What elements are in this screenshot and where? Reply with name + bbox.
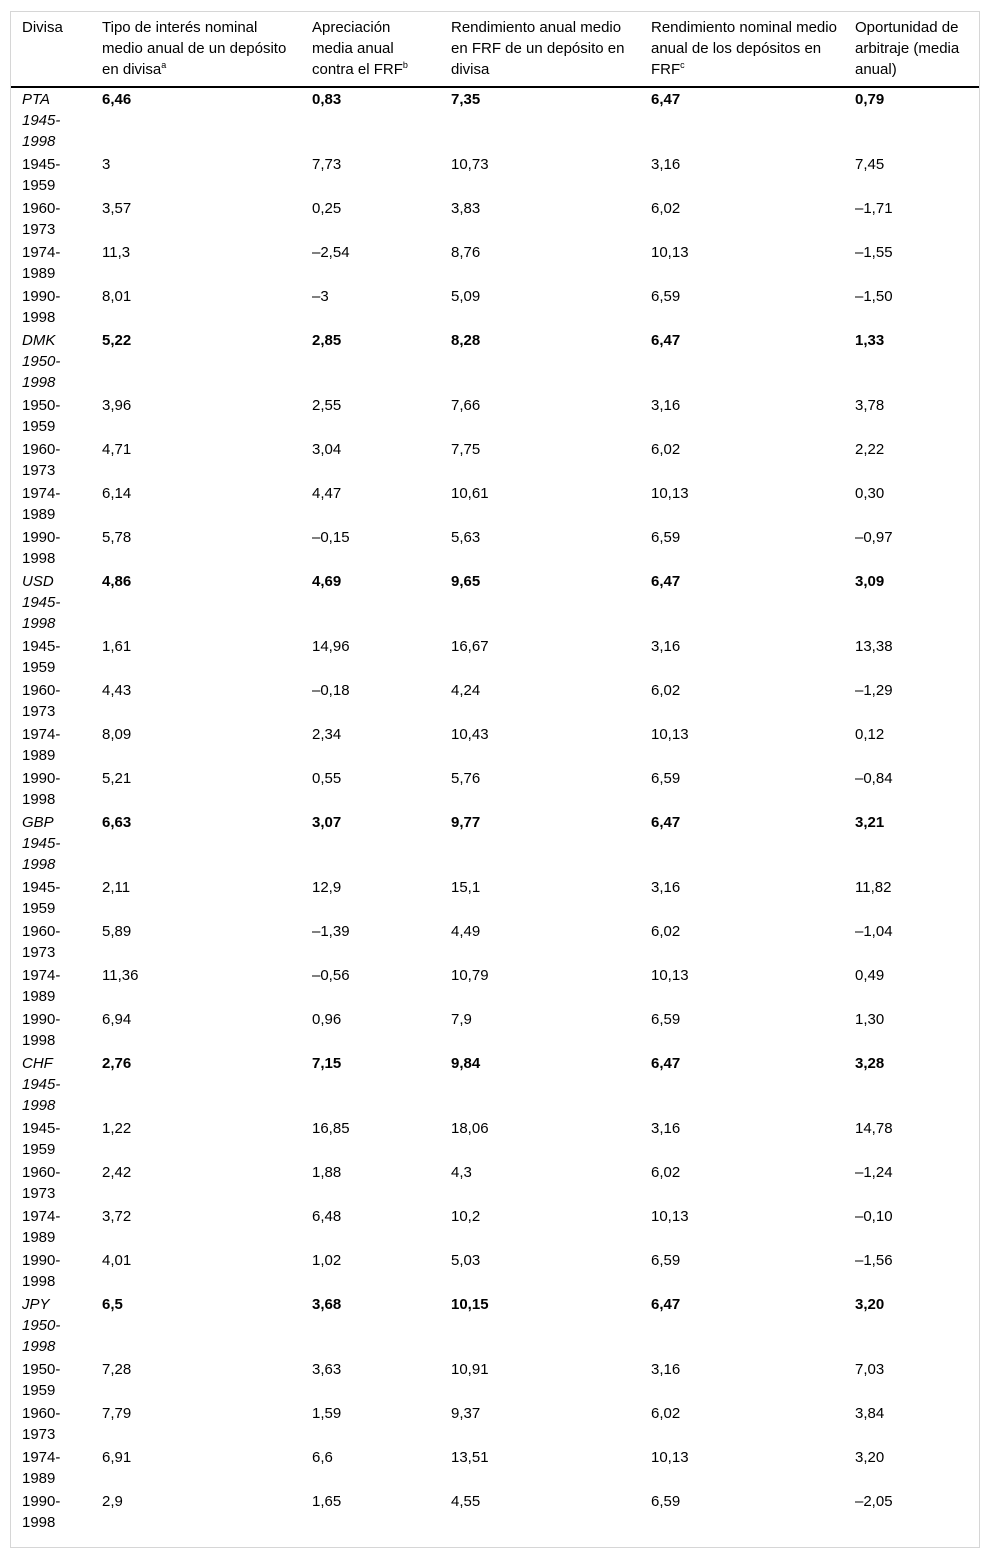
table-cell: 10,13: [651, 726, 689, 743]
table-cell: 6,02: [651, 200, 681, 217]
table-cell: 6,02: [651, 923, 681, 940]
column-header-label: Rendimiento nominal medio anual de los depósitos en FRF: [651, 19, 837, 78]
table-cell: 4,3: [451, 1164, 472, 1181]
table-cell: 10,73: [451, 156, 489, 173]
table-cell: 15,1: [451, 879, 481, 896]
table-cell: 7,75: [451, 441, 481, 458]
table-cell: 3,16: [651, 156, 681, 173]
table-cell: 2,76: [102, 1055, 132, 1072]
table-cell: 1,22: [102, 1120, 132, 1137]
row-label-cell: 1974-1989: [22, 244, 61, 282]
table-cell: 1,65: [312, 1493, 342, 1510]
table-cell: 5,09: [451, 288, 481, 305]
table-cell: 4,24: [451, 682, 481, 699]
row-label-cell: 1945-1959: [22, 1120, 61, 1158]
table-cell: 3,78: [855, 397, 885, 414]
table-cell: 6,6: [312, 1449, 333, 1466]
table-cell: 14,78: [855, 1120, 893, 1137]
table-cell: 6,63: [102, 814, 132, 831]
table-cell: 3,07: [312, 814, 342, 831]
table-cell: 3,68: [312, 1296, 342, 1313]
table-cell: 5,89: [102, 923, 132, 940]
table-cell: 10,79: [451, 967, 489, 984]
table-cell: 6,46: [102, 91, 132, 108]
table-cell: 3,96: [102, 397, 132, 414]
table-cell: 12,9: [312, 879, 342, 896]
table-cell: 5,63: [451, 529, 481, 546]
period-row: [11, 438, 979, 482]
table-cell: 3,09: [855, 573, 885, 590]
table-cell: 7,79: [102, 1405, 132, 1422]
table-cell: 10,91: [451, 1361, 489, 1378]
row-label-cell: 1945-1959: [22, 638, 61, 676]
row-label-cell: GBP 1945-1998: [22, 814, 61, 873]
row-label-cell: 1974-1989: [22, 726, 61, 764]
table-cell: 3,16: [651, 638, 681, 655]
table-cell: 6,59: [651, 1011, 681, 1028]
row-label-cell: 1945-1959: [22, 156, 61, 194]
row-label-cell: 1990-1998: [22, 1493, 61, 1531]
table-cell: –1,71: [855, 200, 893, 217]
table-cell: 0,25: [312, 200, 342, 217]
table-body: [11, 87, 979, 1534]
table-cell: 3,84: [855, 1405, 885, 1422]
table-cell: –1,39: [312, 923, 350, 940]
currency-summary-row: [11, 87, 979, 153]
table-cell: 10,2: [451, 1208, 481, 1225]
row-label-cell: 1974-1989: [22, 485, 61, 523]
table-cell: –3: [312, 288, 329, 305]
table-cell: 6,48: [312, 1208, 342, 1225]
table-cell: 0,79: [855, 91, 885, 108]
period-row: [11, 1205, 979, 1249]
table-cell: 6,59: [651, 770, 681, 787]
row-label-cell: 1950-1959: [22, 397, 61, 435]
period-row: [11, 526, 979, 570]
table-cell: 3,16: [651, 879, 681, 896]
table-cell: –0,15: [312, 529, 350, 546]
row-label-cell: USD 1945-1998: [22, 573, 61, 632]
period-row: [11, 241, 979, 285]
row-label-cell: DMK 1950-1998: [22, 332, 61, 391]
table-cell: 5,76: [451, 770, 481, 787]
table-cell: 7,66: [451, 397, 481, 414]
table-cell: 6,5: [102, 1296, 123, 1313]
table-cell: 1,61: [102, 638, 132, 655]
table-cell: 11,36: [102, 967, 139, 984]
period-row: [11, 920, 979, 964]
table-cell: 1,59: [312, 1405, 342, 1422]
table-cell: 14,96: [312, 638, 350, 655]
table-cell: 10,13: [651, 244, 689, 261]
table-cell: 0,83: [312, 91, 342, 108]
table-cell: –1,04: [855, 923, 893, 940]
row-label-cell: 1990-1998: [22, 529, 61, 567]
table-cell: 4,71: [102, 441, 132, 458]
row-label-cell: 1990-1998: [22, 770, 61, 808]
footnote-marker: c: [680, 60, 685, 70]
table-cell: 10,15: [451, 1296, 489, 1313]
table-cell: 10,13: [651, 1208, 689, 1225]
period-row: [11, 1358, 979, 1402]
table-cell: 4,55: [451, 1493, 481, 1510]
column-header: [301, 12, 440, 87]
data-table: [11, 12, 979, 1534]
table-cell: –1,55: [855, 244, 893, 261]
table-cell: 8,09: [102, 726, 132, 743]
table-cell: 1,02: [312, 1252, 342, 1269]
table-cell: 4,86: [102, 573, 132, 590]
table-cell: 4,47: [312, 485, 342, 502]
footnote-marker: b: [402, 60, 408, 70]
table-cell: –0,10: [855, 1208, 893, 1225]
table-cell: 10,13: [651, 967, 689, 984]
table-cell: 16,67: [451, 638, 489, 655]
table-cell: –0,97: [855, 529, 893, 546]
table-cell: 18,06: [451, 1120, 489, 1137]
row-label-cell: PTA 1945-1998: [22, 91, 61, 150]
table-cell: 10,13: [651, 1449, 689, 1466]
table-cell: 0,55: [312, 770, 342, 787]
table-cell: 6,02: [651, 1405, 681, 1422]
table-cell: 10,43: [451, 726, 489, 743]
period-row: [11, 723, 979, 767]
table-cell: 11,3: [102, 244, 131, 261]
column-header: [844, 12, 979, 87]
table-cell: 7,9: [451, 1011, 472, 1028]
table-cell: 4,69: [312, 573, 342, 590]
table-cell: 7,73: [312, 156, 342, 173]
table-cell: 3,20: [855, 1449, 885, 1466]
table-cell: 2,55: [312, 397, 342, 414]
table-cell: 7,35: [451, 91, 481, 108]
table-cell: 5,03: [451, 1252, 481, 1269]
row-label-cell: 1990-1998: [22, 288, 61, 326]
table-cell: 3,20: [855, 1296, 885, 1313]
table-cell: 6,59: [651, 1493, 681, 1510]
row-label-cell: CHF 1945-1998: [22, 1055, 61, 1114]
period-row: [11, 635, 979, 679]
table-cell: 7,15: [312, 1055, 342, 1072]
table-cell: 2,11: [102, 879, 131, 896]
row-label-cell: 1960-1973: [22, 1405, 61, 1443]
table-cell: –1,50: [855, 288, 893, 305]
row-label-cell: 1950-1959: [22, 1361, 61, 1399]
row-label-cell: 1960-1973: [22, 200, 61, 238]
table-cell: 7,03: [855, 1361, 885, 1378]
table-cell: 3,04: [312, 441, 342, 458]
table-cell: –1,56: [855, 1252, 893, 1269]
table-header: [11, 12, 979, 87]
table-cell: –0,56: [312, 967, 350, 984]
column-header: [640, 12, 844, 87]
table-cell: 6,02: [651, 441, 681, 458]
row-label-cell: 1960-1973: [22, 923, 61, 961]
row-label-cell: 1990-1998: [22, 1252, 61, 1290]
table-cell: 6,47: [651, 332, 681, 349]
table-cell: 3,28: [855, 1055, 885, 1072]
table-cell: 3,16: [651, 1361, 681, 1378]
table-cell: 1,33: [855, 332, 885, 349]
period-row: [11, 285, 979, 329]
table-cell: 3,63: [312, 1361, 342, 1378]
table-cell: 6,47: [651, 573, 681, 590]
table-cell: 6,14: [102, 485, 132, 502]
table-cell: 10,61: [451, 485, 489, 502]
table-cell: –0,84: [855, 770, 893, 787]
period-row: [11, 394, 979, 438]
table-cell: 10,13: [651, 485, 689, 502]
column-header-label: Apreciación media anual contra el FRF: [312, 19, 403, 78]
table-cell: 9,37: [451, 1405, 481, 1422]
table-cell: 9,84: [451, 1055, 481, 1072]
row-label-cell: 1960-1973: [22, 441, 61, 479]
period-row: [11, 767, 979, 811]
period-row: [11, 1008, 979, 1052]
table-cell: –1,24: [855, 1164, 893, 1181]
table-cell: 2,85: [312, 332, 342, 349]
table-cell: 3,16: [651, 1120, 681, 1137]
table-cell: 8,28: [451, 332, 481, 349]
table-cell: 4,01: [102, 1252, 132, 1269]
table-cell: 6,59: [651, 529, 681, 546]
row-label-cell: 1960-1973: [22, 682, 61, 720]
currency-summary-row: [11, 1293, 979, 1358]
currency-summary-row: [11, 811, 979, 876]
table-cell: 16,85: [312, 1120, 350, 1137]
table-frame: [10, 11, 980, 1548]
row-label-cell: JPY 1950-1998: [22, 1296, 61, 1355]
table-cell: 13,38: [855, 638, 893, 655]
table-cell: 1,88: [312, 1164, 342, 1181]
period-row: [11, 964, 979, 1008]
table-cell: 8,01: [102, 288, 132, 305]
column-header: [11, 12, 91, 87]
table-cell: 9,65: [451, 573, 481, 590]
period-row: [11, 197, 979, 241]
table-cell: 3: [102, 156, 111, 173]
table-cell: 3,16: [651, 397, 681, 414]
column-header: [440, 12, 640, 87]
period-row: [11, 1446, 979, 1490]
period-row: [11, 679, 979, 723]
column-header-label: Tipo de interés nominal medio anual de un depósito en divisa: [102, 19, 287, 78]
table-cell: –2,54: [312, 244, 350, 261]
row-label-cell: 1974-1989: [22, 1449, 61, 1487]
table-cell: 8,76: [451, 244, 481, 261]
table-cell: 2,34: [312, 726, 342, 743]
period-row: [11, 1249, 979, 1293]
table-cell: 9,77: [451, 814, 481, 831]
table-cell: 2,42: [102, 1164, 132, 1181]
table-cell: 6,47: [651, 91, 681, 108]
table-cell: –0,18: [312, 682, 350, 699]
table-cell: 6,59: [651, 288, 681, 305]
row-label-cell: 1990-1998: [22, 1011, 61, 1049]
period-row: [11, 1117, 979, 1161]
table-cell: 6,02: [651, 682, 681, 699]
table-cell: 3,57: [102, 200, 132, 217]
column-header: [91, 12, 301, 87]
column-header-label: Divisa: [22, 19, 63, 36]
table-cell: 6,02: [651, 1164, 681, 1181]
row-label-cell: 1960-1973: [22, 1164, 61, 1202]
row-label-cell: 1974-1989: [22, 1208, 61, 1246]
table-cell: 6,59: [651, 1252, 681, 1269]
table-cell: 13,51: [451, 1449, 489, 1466]
table-cell: 5,21: [102, 770, 132, 787]
column-header-label: Rendimiento anual medio en FRF de un depósito en divisa: [451, 19, 625, 78]
table-cell: 4,49: [451, 923, 481, 940]
table-cell: 7,28: [102, 1361, 132, 1378]
table-cell: 3,21: [855, 814, 885, 831]
currency-summary-row: [11, 1052, 979, 1117]
table-cell: 7,45: [855, 156, 885, 173]
table-cell: 4,43: [102, 682, 132, 699]
column-header-label: Oportunidad de arbitraje (media anual): [855, 19, 960, 78]
table-cell: 2,9: [102, 1493, 123, 1510]
table-cell: 0,12: [855, 726, 885, 743]
table-cell: 6,47: [651, 1055, 681, 1072]
period-row: [11, 153, 979, 197]
currency-summary-row: [11, 329, 979, 394]
table-cell: 0,96: [312, 1011, 342, 1028]
table-cell: –2,05: [855, 1493, 893, 1510]
table-cell: 3,72: [102, 1208, 132, 1225]
table-cell: 6,91: [102, 1449, 132, 1466]
table-cell: 6,47: [651, 814, 681, 831]
table-cell: 0,49: [855, 967, 885, 984]
table-cell: 2,22: [855, 441, 885, 458]
row-label-cell: 1945-1959: [22, 879, 61, 917]
table-cell: 1,30: [855, 1011, 885, 1028]
header-row: [11, 12, 979, 87]
table-cell: 5,22: [102, 332, 132, 349]
row-label-cell: 1974-1989: [22, 967, 61, 1005]
period-row: [11, 876, 979, 920]
table-cell: 11,82: [855, 879, 892, 896]
table-cell: 0,30: [855, 485, 885, 502]
table-cell: 6,94: [102, 1011, 132, 1028]
table-cell: 3,83: [451, 200, 481, 217]
currency-summary-row: [11, 570, 979, 635]
period-row: [11, 1402, 979, 1446]
table-cell: 6,47: [651, 1296, 681, 1313]
period-row: [11, 1161, 979, 1205]
period-row: [11, 1490, 979, 1534]
table-cell: –1,29: [855, 682, 893, 699]
period-row: [11, 482, 979, 526]
table-cell: 5,78: [102, 529, 132, 546]
footnote-marker: a: [161, 60, 167, 70]
